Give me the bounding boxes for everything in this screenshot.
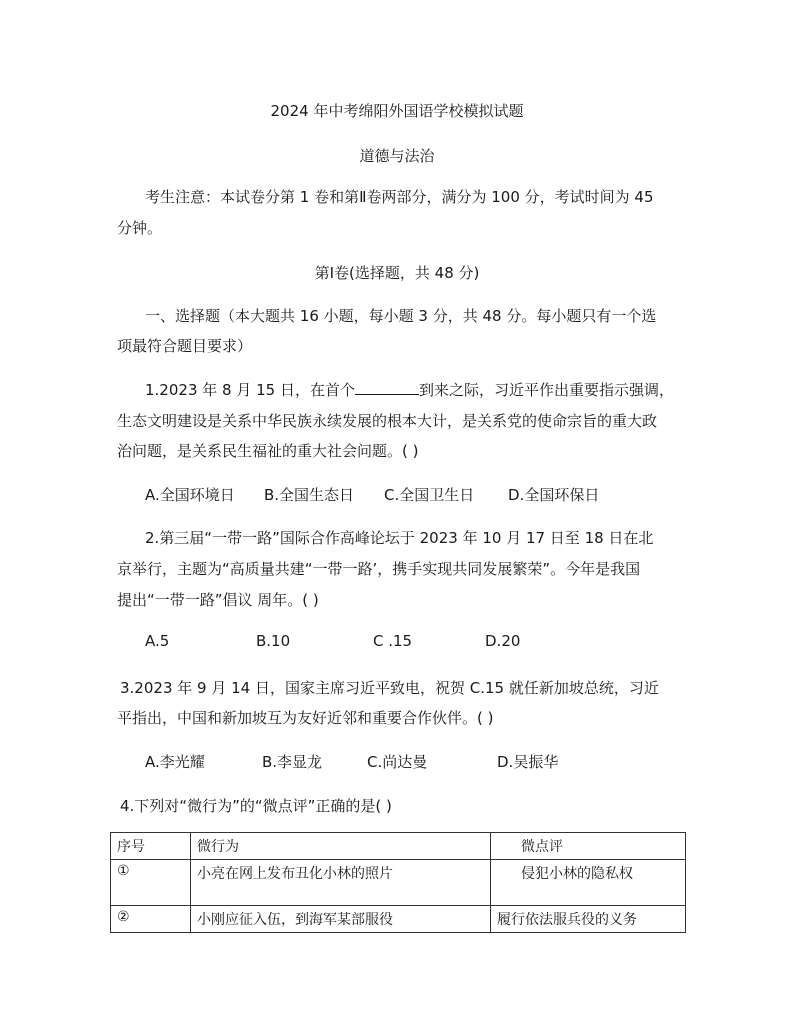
q2-option-d: D.20 — [485, 632, 521, 650]
table-cell-comment: 侵犯小林的隐私权 — [491, 860, 686, 906]
q1-option-c: C.全国卫生日 — [384, 486, 475, 504]
q2-line-2: 京举行，主题为“高质量共建“一带一路’，携手实现共同发展繁荣”。今年是我国 — [117, 560, 641, 578]
q3-option-c: C.尚达曼 — [367, 753, 428, 771]
q4-table — [110, 832, 686, 933]
q3-option-a: A.李光耀 — [145, 753, 205, 771]
table-header-comment: 微点评 — [491, 833, 686, 860]
table-header-index: 序号 — [111, 833, 191, 860]
q2-option-c: C .15 — [373, 632, 413, 650]
table-cell-behavior: 小亮在网上发布丑化小林的照片 — [191, 860, 491, 906]
q1-blank — [355, 380, 419, 395]
q3-line-1: 3.2023 年 9 月 14 日，国家主席习近平致电，祝贺 C.15 就任新加坡总统，习近 — [120, 679, 659, 697]
notice-line-1: 考生注意：本试卷分第 1 卷和第Ⅱ卷两部分，满分为 100 分，考试时间为 45 — [145, 188, 654, 206]
q2-option-a: A.5 — [145, 632, 170, 650]
q1-option-a: A.全国环境日 — [145, 486, 235, 504]
q3-option-b: B.李显龙 — [262, 753, 323, 771]
table-header-row — [111, 833, 686, 860]
subject-title: 道德与法治 — [359, 147, 435, 165]
q1-line-1-post: 到来之际，习近平作出重要指示强调， — [418, 381, 674, 399]
q1-option-b: B.全国生态日 — [264, 486, 355, 504]
table-header-behavior: 微行为 — [191, 833, 491, 860]
section-title: 第Ⅰ卷(选择题，共 48 分) — [314, 264, 480, 282]
table-row — [111, 860, 686, 906]
instructions-line-1: 一、选择题（本大题共 16 小题，每小题 3 分，共 48 分。每小题只有一个选 — [145, 307, 657, 325]
q1-line-1 — [145, 379, 674, 400]
q2-option-b: B.10 — [256, 632, 291, 650]
table-cell-comment: 履行依法服兵役的义务 — [491, 906, 686, 933]
instructions-line-2: 项最符合题目要求） — [117, 337, 253, 355]
q1-line-2: 生态文明建设是关系中华民族永续发展的根本大计，是关系党的使命宗旨的重大政 — [117, 412, 658, 430]
q3-option-d: D.吴振华 — [497, 753, 559, 771]
q2-line-3: 提出“一带一路”倡议 周年。( ) — [117, 591, 319, 609]
q1-line-1-pre: 1.2023 年 8 月 15 日，在首个 — [145, 381, 355, 399]
q3-line-2: 平指出，中国和新加坡互为友好近邻和重要合作伙伴。( ) — [117, 709, 494, 727]
exam-title: 2024 年中考绵阳外国语学校模拟试题 — [270, 102, 524, 120]
q1-line-3: 治问题，是关系民生福祉的重大社会问题。( ) — [117, 442, 419, 460]
table-row — [111, 906, 686, 933]
table-cell-index: ② — [111, 906, 191, 933]
notice-line-2: 分钟。 — [117, 219, 163, 237]
table-cell-behavior: 小刚应征入伍，到海军某部服役 — [191, 906, 491, 933]
q2-line-1: 2.第三届“一带一路”国际合作高峰论坛于 2023 年 10 月 17 日至 18 日在北 — [145, 529, 654, 547]
table-cell-index: ① — [111, 860, 191, 906]
q4-stem: 4.下列对“微行为”的“微点评”正确的是( ) — [120, 797, 392, 815]
q1-option-d: D.全国环保日 — [508, 486, 600, 504]
